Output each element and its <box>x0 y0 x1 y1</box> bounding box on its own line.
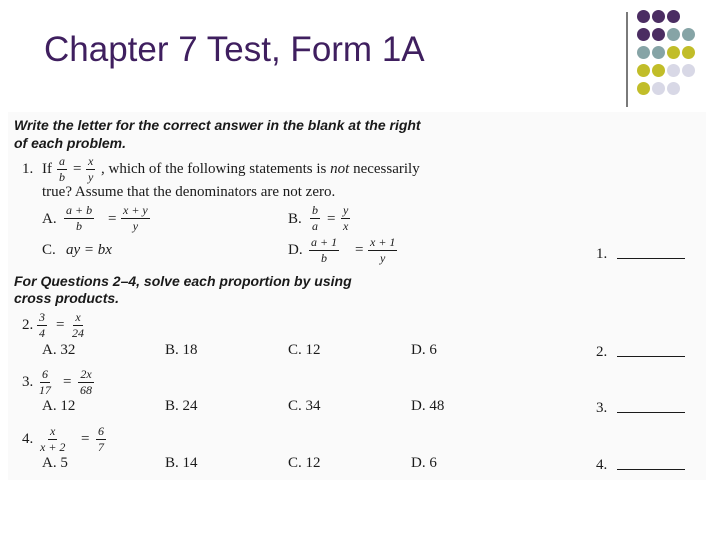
q1-choice-c-letter: C. <box>42 242 56 258</box>
choice-value: 5 <box>60 455 68 471</box>
choice-letter: C. <box>288 342 302 358</box>
q1-choice-b-letter: B. <box>288 211 302 227</box>
choice-value: 48 <box>429 398 445 414</box>
q2-choice-a <box>42 342 75 359</box>
fraction-denominator: x <box>343 219 349 233</box>
equals-sign: = <box>73 161 82 177</box>
q3-choice-a <box>42 398 75 415</box>
choice-value: 24 <box>182 398 198 414</box>
q1-stem-b: necessarily <box>353 161 420 177</box>
q1-choice-b-lhs <box>310 204 320 233</box>
decorative-dot <box>637 10 650 23</box>
q1-given-rhs <box>86 155 95 184</box>
q2-rhs <box>70 311 86 340</box>
fraction-numerator: a + 1 <box>311 235 338 249</box>
q3-choice-d <box>411 398 444 415</box>
answer-blank-3[interactable] <box>617 412 685 413</box>
choice-letter: D. <box>411 455 426 471</box>
q1-choice-c-text: ay = bx <box>66 242 112 258</box>
fraction-numerator: 2x <box>80 367 92 381</box>
q1-choice-d-lhs <box>309 236 339 265</box>
q1-number: 1. <box>22 161 34 177</box>
fraction-denominator: 24 <box>72 326 84 340</box>
choice-letter: B. <box>165 342 179 358</box>
decorative-dot <box>667 64 680 77</box>
q1-stem-line2: true? Assume that the denominators are not zero. <box>42 184 336 200</box>
q2-choice-d <box>411 342 437 359</box>
fraction-denominator: b <box>321 251 328 265</box>
slide-title: Chapter 7 Test, Form 1A <box>44 30 425 69</box>
fraction-denominator: x + 2 <box>40 440 66 454</box>
answer-blank-label-3: 3. <box>596 400 608 416</box>
fraction-denominator: 68 <box>80 383 92 397</box>
equals-sign: = <box>56 317 65 333</box>
choice-letter: D. <box>411 398 426 414</box>
q4-choice-b <box>165 455 198 472</box>
q3-lhs <box>37 368 53 397</box>
decorative-dot <box>652 28 665 41</box>
choice-value: 6 <box>429 455 437 471</box>
decorative-dot <box>682 46 695 59</box>
q2-number: 2. <box>22 317 34 333</box>
q1-choice-d-letter: D. <box>288 242 303 258</box>
choice-letter: C. <box>288 398 302 414</box>
decorative-dot <box>637 82 650 95</box>
answer-blank-4[interactable] <box>617 469 685 470</box>
fraction-denominator: 4 <box>39 326 45 340</box>
answer-blank-label-2: 2. <box>596 344 608 360</box>
fraction-numerator: a + b <box>66 203 93 217</box>
choice-letter: B. <box>165 455 179 471</box>
fraction-numerator: y <box>343 203 349 217</box>
choice-value: 6 <box>429 342 437 358</box>
choice-value: 18 <box>182 342 198 358</box>
fraction-numerator: x + y <box>123 203 148 217</box>
decorative-dot <box>682 64 695 77</box>
fraction-numerator: x <box>88 154 94 168</box>
q4-choice-c <box>288 455 321 472</box>
fraction-denominator: y <box>380 251 386 265</box>
decorative-dot <box>652 46 665 59</box>
decorative-dot <box>637 46 650 59</box>
decorative-dot <box>667 28 680 41</box>
fraction-numerator: 6 <box>98 424 104 438</box>
instruction2-line-1: For Questions 2–4, solve each proportion by using <box>14 273 352 289</box>
q1-choice-b-rhs <box>341 204 350 233</box>
q4-rhs <box>96 425 106 454</box>
fraction-numerator: a <box>59 154 65 168</box>
fraction-numerator: x + 1 <box>370 235 396 249</box>
answer-blank-2[interactable] <box>617 356 685 357</box>
choice-letter: C. <box>288 455 302 471</box>
q4-number: 4. <box>22 431 34 447</box>
fraction-denominator: b <box>59 170 65 184</box>
q3-number: 3. <box>22 374 34 390</box>
fraction-numerator: 3 <box>39 310 45 324</box>
choice-letter: A. <box>42 455 57 471</box>
choice-letter: A. <box>42 398 57 414</box>
fraction-denominator: 17 <box>39 383 51 397</box>
fraction-denominator: 7 <box>98 440 104 454</box>
header-divider <box>626 12 628 107</box>
decorative-dot <box>682 28 695 41</box>
decorative-dot <box>637 28 650 41</box>
decorative-dot <box>652 64 665 77</box>
q1-stem <box>101 161 420 178</box>
q1-stem-not: not <box>330 161 350 177</box>
fraction-numerator: x <box>50 424 56 438</box>
q2-choice-b <box>165 342 198 359</box>
q4-choice-a <box>42 455 68 472</box>
choice-value: 12 <box>305 455 321 471</box>
decorative-dot <box>652 10 665 23</box>
decorative-dot <box>667 46 680 59</box>
q1-choice-d-rhs <box>368 236 397 265</box>
answer-blank-1[interactable] <box>617 258 685 259</box>
q2-lhs <box>37 311 47 340</box>
instruction-line-2: of each problem. <box>14 135 127 151</box>
equals-sign: = <box>63 374 72 390</box>
q1-choice-a-rhs <box>121 204 150 233</box>
choice-value: 32 <box>60 342 76 358</box>
q1-choice-a-letter: A. <box>42 211 57 227</box>
instruction-line-1: Write the letter for the correct answer in the blank at the right <box>14 117 421 133</box>
fraction-numerator: x <box>75 310 81 324</box>
choice-value: 34 <box>305 398 321 414</box>
q1-choice-a-lhs <box>64 204 94 233</box>
q1-stem-a: , which of the following statements is <box>101 161 327 177</box>
q3-choice-b <box>165 398 198 415</box>
q4-choice-d <box>411 455 437 472</box>
instruction2-line-2: cross products. <box>14 290 120 306</box>
equals-sign: = <box>81 431 90 447</box>
fraction-denominator: y <box>132 219 139 233</box>
choice-value: 12 <box>60 398 76 414</box>
decorative-dot <box>652 82 665 95</box>
decorative-dot <box>667 10 680 23</box>
decorative-dot <box>637 64 650 77</box>
fraction-numerator: b <box>312 203 318 217</box>
choice-value: 12 <box>305 342 321 358</box>
answer-blank-label-1: 1. <box>596 246 608 262</box>
q3-rhs <box>78 368 94 397</box>
equals-sign: = <box>327 211 336 227</box>
fraction-numerator: 6 <box>42 367 48 381</box>
decorative-dot <box>667 82 680 95</box>
q3-choice-c <box>288 398 321 415</box>
choice-letter: D. <box>411 342 426 358</box>
answer-blank-label-4: 4. <box>596 457 608 473</box>
q1-given-lhs <box>57 155 67 184</box>
equals-sign: = <box>108 211 117 227</box>
q2-choice-c <box>288 342 321 359</box>
choice-letter: A. <box>42 342 57 358</box>
q1-if: If <box>42 161 52 177</box>
equals-sign: = <box>355 242 364 258</box>
q4-lhs <box>38 425 67 454</box>
fraction-denominator: y <box>88 170 94 184</box>
fraction-denominator: b <box>76 219 83 233</box>
fraction-denominator: a <box>312 219 318 233</box>
choice-letter: B. <box>165 398 179 414</box>
choice-value: 14 <box>182 455 198 471</box>
